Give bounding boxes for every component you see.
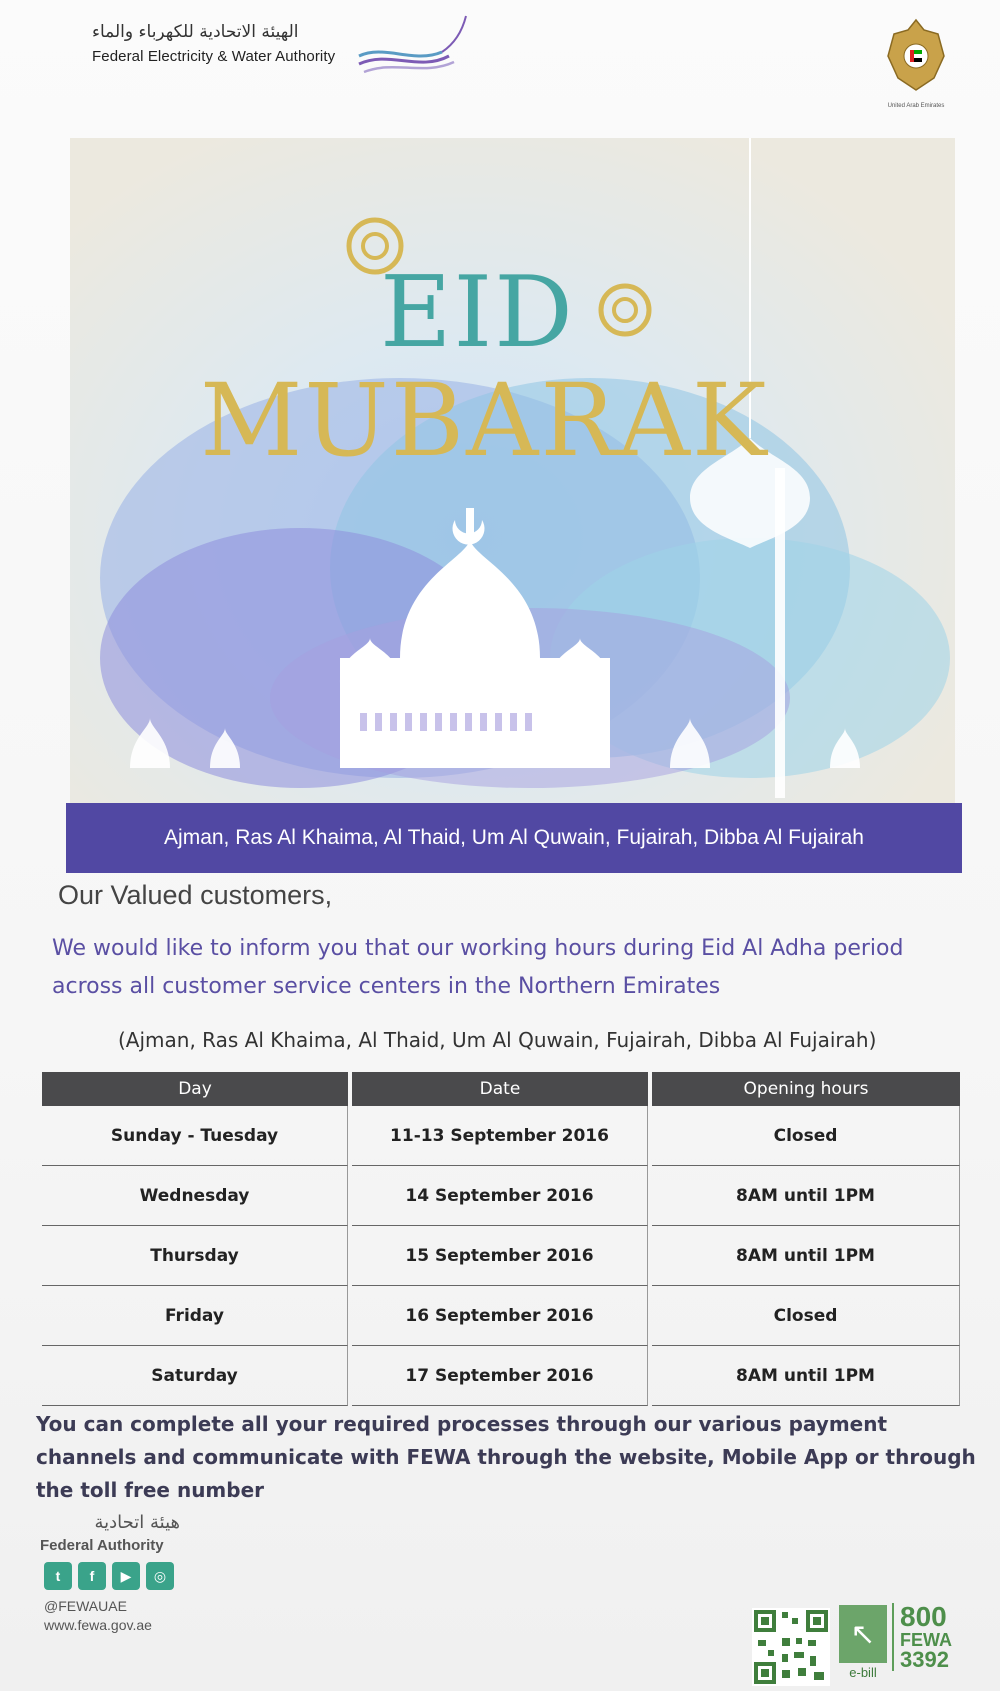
ebill-logo xyxy=(836,1605,890,1687)
date-cell: 17 September 2016 xyxy=(352,1346,648,1406)
social-icons xyxy=(44,1562,174,1590)
date-cell: 14 September 2016 xyxy=(352,1166,648,1226)
facebook-icon[interactable]: f xyxy=(78,1562,106,1590)
hours-cell: 8AM until 1PM xyxy=(652,1346,960,1406)
channels-message: You can complete all your required processes through our various payment channels and communicate with FEWA through the website, Mobile App or through the toll free number xyxy=(36,1412,976,1502)
toll-free-number xyxy=(892,1603,962,1671)
qr-code-icon xyxy=(752,1608,830,1686)
toll-fewa: FEWA xyxy=(900,1630,952,1650)
day-cell: Friday xyxy=(42,1286,348,1346)
federal-authority-logo xyxy=(40,1512,180,1554)
eid-title: EID xyxy=(380,256,575,370)
day-cell: Wednesday xyxy=(42,1166,348,1226)
fewa-swoosh-icon xyxy=(354,14,474,84)
table-row xyxy=(42,1106,964,1166)
table-row xyxy=(42,1286,964,1346)
uae-emblem xyxy=(880,16,952,112)
day-cell: Thursday xyxy=(42,1226,348,1286)
website-link[interactable]: www.fewa.gov.ae xyxy=(44,1617,152,1633)
intro-line-2: across all customer service centers in the Northern Emirates xyxy=(52,974,721,999)
header-day: Day xyxy=(42,1072,348,1106)
federal-authority-english: Federal Authority xyxy=(40,1537,164,1554)
youtube-icon[interactable]: ▶ xyxy=(112,1562,140,1590)
header-opening-hours: Opening hours xyxy=(652,1072,960,1106)
opening-hours-table xyxy=(42,1072,964,1406)
day-cell: Saturday xyxy=(42,1346,348,1406)
table-row xyxy=(42,1226,964,1286)
intro-paragraph xyxy=(52,930,952,1006)
instagram-icon[interactable]: ◎ xyxy=(146,1562,174,1590)
date-cell: 16 September 2016 xyxy=(352,1286,648,1346)
ebill-icon: ↖ xyxy=(839,1605,887,1663)
hours-cell: 8AM until 1PM xyxy=(652,1226,960,1286)
table-row xyxy=(42,1346,964,1406)
table-row xyxy=(42,1166,964,1226)
table-header-row xyxy=(42,1072,964,1106)
twitter-icon[interactable]: t xyxy=(44,1562,72,1590)
intro-line-1: We would like to inform you that our working hours during Eid Al Adha period xyxy=(52,936,904,961)
emirates-banner: Ajman, Ras Al Khaima, Al Thaid, Um Al Quwain, Fujairah, Dibba Al Fujairah xyxy=(66,803,962,873)
date-cell: 11-13 September 2016 xyxy=(352,1106,648,1166)
day-cell: Sunday - Tuesday xyxy=(42,1106,348,1166)
hours-cell: Closed xyxy=(652,1286,960,1346)
eid-mubarak-hero xyxy=(70,138,955,803)
fewa-logo xyxy=(92,22,472,82)
falcon-emblem-icon xyxy=(884,16,948,96)
org-name-arabic: الهيئة الاتحادية للكهرباء والماء xyxy=(92,22,299,42)
hours-cell: Closed xyxy=(652,1106,960,1166)
org-name-english: Federal Electricity & Water Authority xyxy=(92,48,336,65)
mubarak-title: MUBARAK xyxy=(200,362,769,479)
header-date: Date xyxy=(352,1072,648,1106)
social-handle[interactable]: @FEWAUAE xyxy=(44,1598,127,1614)
cities-list: (Ajman, Ras Al Khaima, Al Thaid, Um Al Quwain, Fujairah, Dibba Al Fujairah) xyxy=(118,1028,877,1052)
ebill-label: e-bill xyxy=(849,1665,877,1680)
greeting: Our Valued customers, xyxy=(58,880,333,910)
federal-authority-arabic: هيئة اتحادية xyxy=(94,1512,180,1533)
toll-number: 3392 xyxy=(900,1647,949,1672)
date-cell: 15 September 2016 xyxy=(352,1226,648,1286)
emblem-caption: United Arab Emirates xyxy=(887,103,945,109)
hours-cell: 8AM until 1PM xyxy=(652,1166,960,1226)
toll-prefix: 800 xyxy=(900,1601,947,1632)
